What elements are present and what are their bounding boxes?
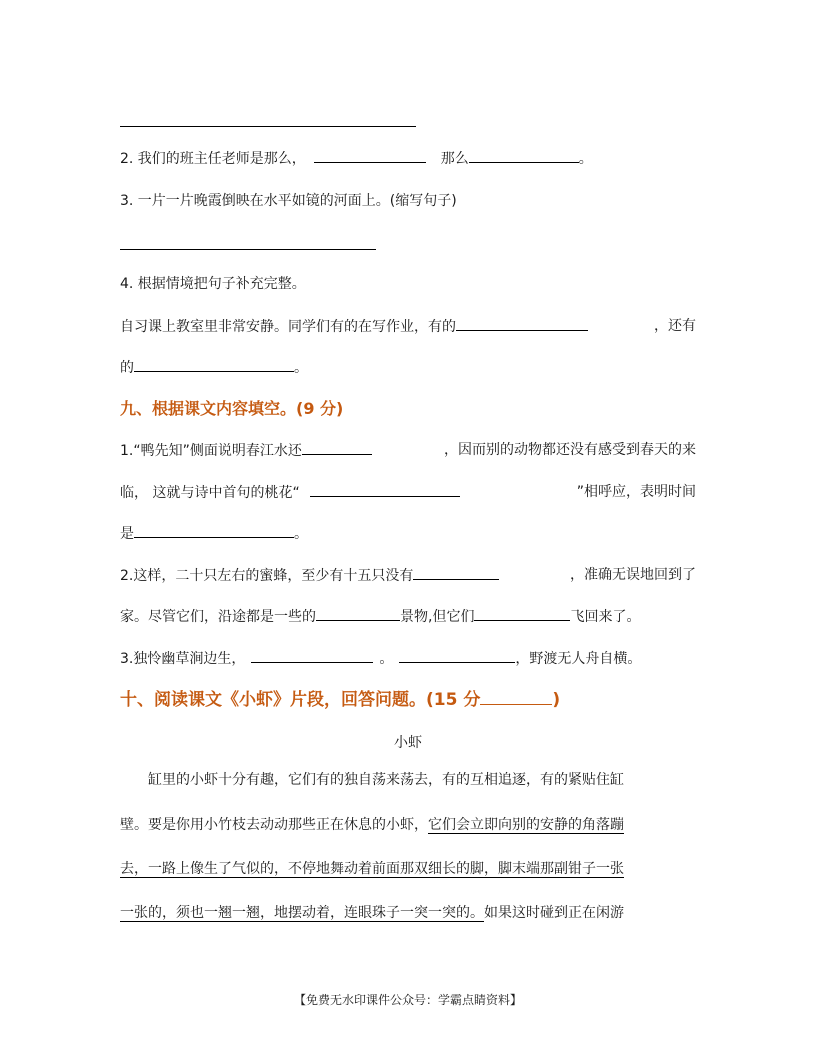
question-text: 。 bbox=[294, 360, 308, 376]
answer-blank[interactable] bbox=[399, 648, 515, 663]
question-text: 。 bbox=[379, 651, 394, 667]
question-text: ，因而别的动物都还没有感受到春天的来 bbox=[444, 442, 696, 458]
question-text: 1.“鸭先知”侧面说明春江水还 bbox=[120, 443, 302, 459]
s9-question-1-line-1 bbox=[120, 440, 696, 461]
underlined-sentence: 它们会立即向别的安静的角落蹦 bbox=[428, 817, 624, 833]
question-text: ，还有 bbox=[654, 318, 696, 334]
footer-note: 【免费无水印课件公众号：学霸点睛资料】 bbox=[293, 993, 522, 1007]
passage-line-2 bbox=[120, 815, 624, 835]
s9-question-2-line-1 bbox=[120, 565, 696, 586]
answer-blank[interactable] bbox=[251, 648, 373, 663]
answer-blank[interactable] bbox=[134, 357, 294, 372]
question-text: 家。尽管它们，沿途都是一些的 bbox=[120, 609, 316, 625]
answer-blank[interactable] bbox=[456, 316, 588, 331]
passage-text: 壁。要是你用小竹枝去动动那些正在休息的小虾， bbox=[120, 817, 428, 833]
section-10-heading bbox=[120, 690, 560, 710]
section-title-text: 十、阅读课文《小虾》片段，回答问题。(15 分 bbox=[120, 690, 481, 710]
section-title-text: ) bbox=[552, 690, 561, 710]
passage-line-1: 缸里的小虾十分有趣，它们有的独自荡来荡去，有的互相追逐，有的紧贴住缸 bbox=[148, 772, 624, 788]
section-9-heading: 九、根据课文内容填空。(9 分) bbox=[120, 399, 344, 418]
answer-line bbox=[120, 126, 416, 127]
question-3: 3. 一片一片晚霞倒映在水平如镜的河面上。(缩写句子) bbox=[120, 193, 457, 209]
question-4-line-1 bbox=[120, 316, 696, 337]
s9-question-2-line-2 bbox=[120, 606, 640, 627]
s9-question-3 bbox=[120, 648, 641, 669]
answer-line bbox=[120, 249, 376, 250]
question-text: 自习课上教室里非常安静。同学们有的在写作业，有的 bbox=[120, 319, 456, 335]
question-text: 。 bbox=[294, 526, 308, 542]
answer-blank[interactable] bbox=[469, 148, 579, 163]
question-text: 是 bbox=[120, 526, 134, 542]
answer-blank[interactable] bbox=[316, 606, 400, 621]
answer-blank[interactable] bbox=[134, 523, 294, 538]
question-text: 临， 这就与诗中首句的桃花“ bbox=[120, 485, 300, 501]
question-4: 4. 根据情境把句子补充完整。 bbox=[120, 276, 306, 292]
question-2 bbox=[120, 148, 593, 169]
passage-text: 如果这时碰到正在闲游 bbox=[484, 905, 624, 921]
question-text: ，野渡无人舟自横。 bbox=[515, 651, 642, 667]
underlined-sentence: 去，一路上像生了气似的，不停地舞动着前面那双细长的脚，脚末端那副钳子一张 bbox=[120, 861, 624, 877]
answer-blank[interactable] bbox=[310, 482, 460, 497]
question-text: 2. 我们的班主任老师是那么， bbox=[120, 151, 306, 167]
answer-blank[interactable] bbox=[474, 606, 570, 621]
question-text: 的 bbox=[120, 360, 134, 376]
question-text: 那么 bbox=[440, 151, 469, 167]
s9-question-1-line-2 bbox=[120, 482, 696, 503]
s9-question-1-line-3 bbox=[120, 523, 308, 544]
underlined-sentence: 一张的，须也一翘一翘，地摆动着，连眼珠子一突一突的。 bbox=[120, 905, 484, 921]
answer-blank[interactable] bbox=[413, 565, 499, 580]
question-text: 。 bbox=[578, 151, 593, 167]
passage-line-3 bbox=[120, 859, 624, 879]
question-text: 飞回来了。 bbox=[570, 609, 641, 625]
question-text: 3.独怜幽草涧边生， bbox=[120, 651, 246, 667]
passage-line-4 bbox=[120, 903, 624, 923]
question-text: 2.这样，二十只左右的蜜蜂，至少有十五只没有 bbox=[120, 568, 414, 584]
answer-blank[interactable] bbox=[314, 148, 426, 163]
passage-title: 小虾 bbox=[394, 735, 422, 751]
question-text: ”相呼应，表明时间 bbox=[576, 484, 696, 500]
answer-blank[interactable] bbox=[302, 440, 372, 455]
score-blank[interactable] bbox=[480, 690, 552, 705]
question-4-line-2 bbox=[120, 357, 308, 378]
question-text: 景物,但它们 bbox=[400, 609, 475, 625]
question-text: ，准确无误地回到了 bbox=[570, 567, 696, 583]
